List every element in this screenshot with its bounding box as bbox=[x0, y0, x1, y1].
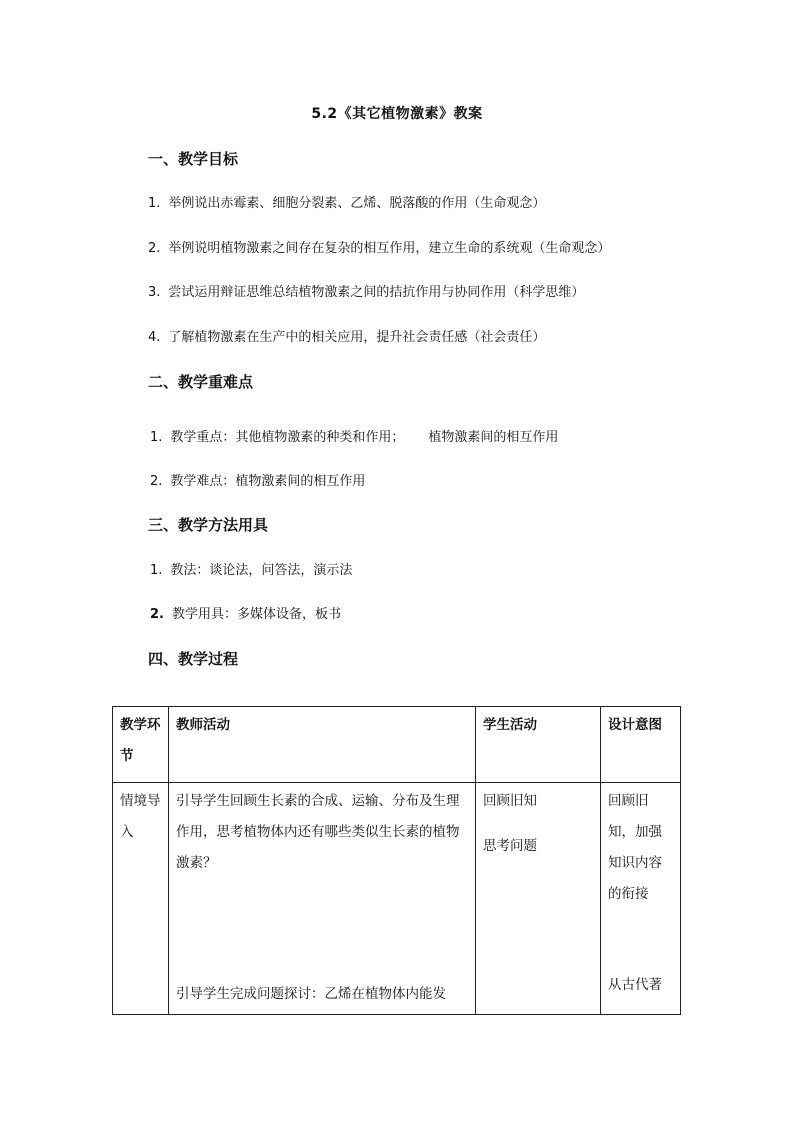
goal-item-2 bbox=[148, 237, 610, 256]
section-heading-process: 四、教学过程 bbox=[148, 650, 239, 668]
method-item-1 bbox=[150, 559, 352, 578]
key-point-item-1 bbox=[150, 426, 558, 445]
table-row bbox=[113, 783, 681, 1015]
goal-item-text: 举例说出赤霉素、细胞分裂素、乙烯、脱落酸的作用（生命观念） bbox=[168, 196, 546, 211]
method-text: 教学用具：多媒体设备，板书 bbox=[171, 607, 341, 622]
key-point-text-continued: 植物激素间的相互作用 bbox=[428, 430, 559, 445]
table-header-row bbox=[113, 707, 681, 783]
goal-item-number: 2. bbox=[148, 241, 161, 256]
key-point-number: 2. bbox=[150, 474, 163, 489]
header-teacher-activity: 教师活动 bbox=[169, 707, 476, 783]
teaching-process-table bbox=[112, 706, 681, 1015]
goal-item-number: 1. bbox=[148, 196, 161, 211]
student-activity-text-1: 回顾旧知 bbox=[483, 793, 537, 809]
goal-item-4 bbox=[148, 326, 545, 345]
key-point-number: 1. bbox=[150, 430, 163, 445]
goal-item-text: 了解植物激素在生产中的相关应用，提升社会责任感（社会责任） bbox=[168, 330, 546, 345]
header-stage: 教学环节 bbox=[113, 707, 169, 783]
goal-item-3 bbox=[148, 281, 584, 300]
page-title: 5.2《其它植物激素》教案 bbox=[311, 106, 483, 122]
teacher-activity-text-2: 引导学生完成问题探讨：乙烯在植物体内能发 bbox=[176, 986, 446, 1002]
section-heading-methods: 三、教学方法用具 bbox=[148, 516, 269, 534]
header-student-activity: 学生活动 bbox=[476, 707, 601, 783]
header-design-intent: 设计意图 bbox=[601, 707, 681, 783]
teacher-activity-text-1: 引导学生回顾生长素的合成、运输、分布及生理作用，思考植物体内还有哪些类似生长素的植物激素？ bbox=[176, 793, 460, 871]
goal-item-1 bbox=[148, 192, 545, 211]
cell-design-intent bbox=[601, 783, 681, 1015]
key-point-item-2 bbox=[150, 470, 365, 489]
cell-student-activity bbox=[476, 783, 601, 1015]
method-item-2 bbox=[150, 603, 341, 622]
goal-item-text: 举例说明植物激素之间存在复杂的相互作用，建立生命的系统观（生命观念） bbox=[168, 241, 611, 256]
section-heading-key-points: 二、教学重难点 bbox=[148, 373, 254, 391]
key-point-text: 教学重点：其他植物激素的种类和作用； bbox=[170, 430, 405, 445]
design-intent-text-1: 回顾旧知，加强知识内容的衔接 bbox=[608, 793, 662, 902]
design-intent-text-2: 从古代著 bbox=[608, 977, 662, 993]
method-number: 2. bbox=[150, 607, 164, 622]
cell-teacher-activity bbox=[169, 783, 476, 1015]
goal-item-number: 3. bbox=[148, 285, 161, 300]
method-number: 1. bbox=[150, 563, 163, 578]
goal-item-text: 尝试运用辩证思维总结植物激素之间的拮抗作用与协同作用（科学思维） bbox=[168, 285, 585, 300]
section-heading-goals: 一、教学目标 bbox=[148, 150, 239, 168]
key-point-text: 教学难点：植物激素间的相互作用 bbox=[170, 474, 366, 489]
goal-item-number: 4. bbox=[148, 330, 161, 345]
method-text: 教法：谈论法，问答法，演示法 bbox=[170, 563, 353, 578]
cell-stage: 情境导入 bbox=[113, 783, 169, 1015]
student-activity-text-2: 思考问题 bbox=[483, 838, 537, 854]
